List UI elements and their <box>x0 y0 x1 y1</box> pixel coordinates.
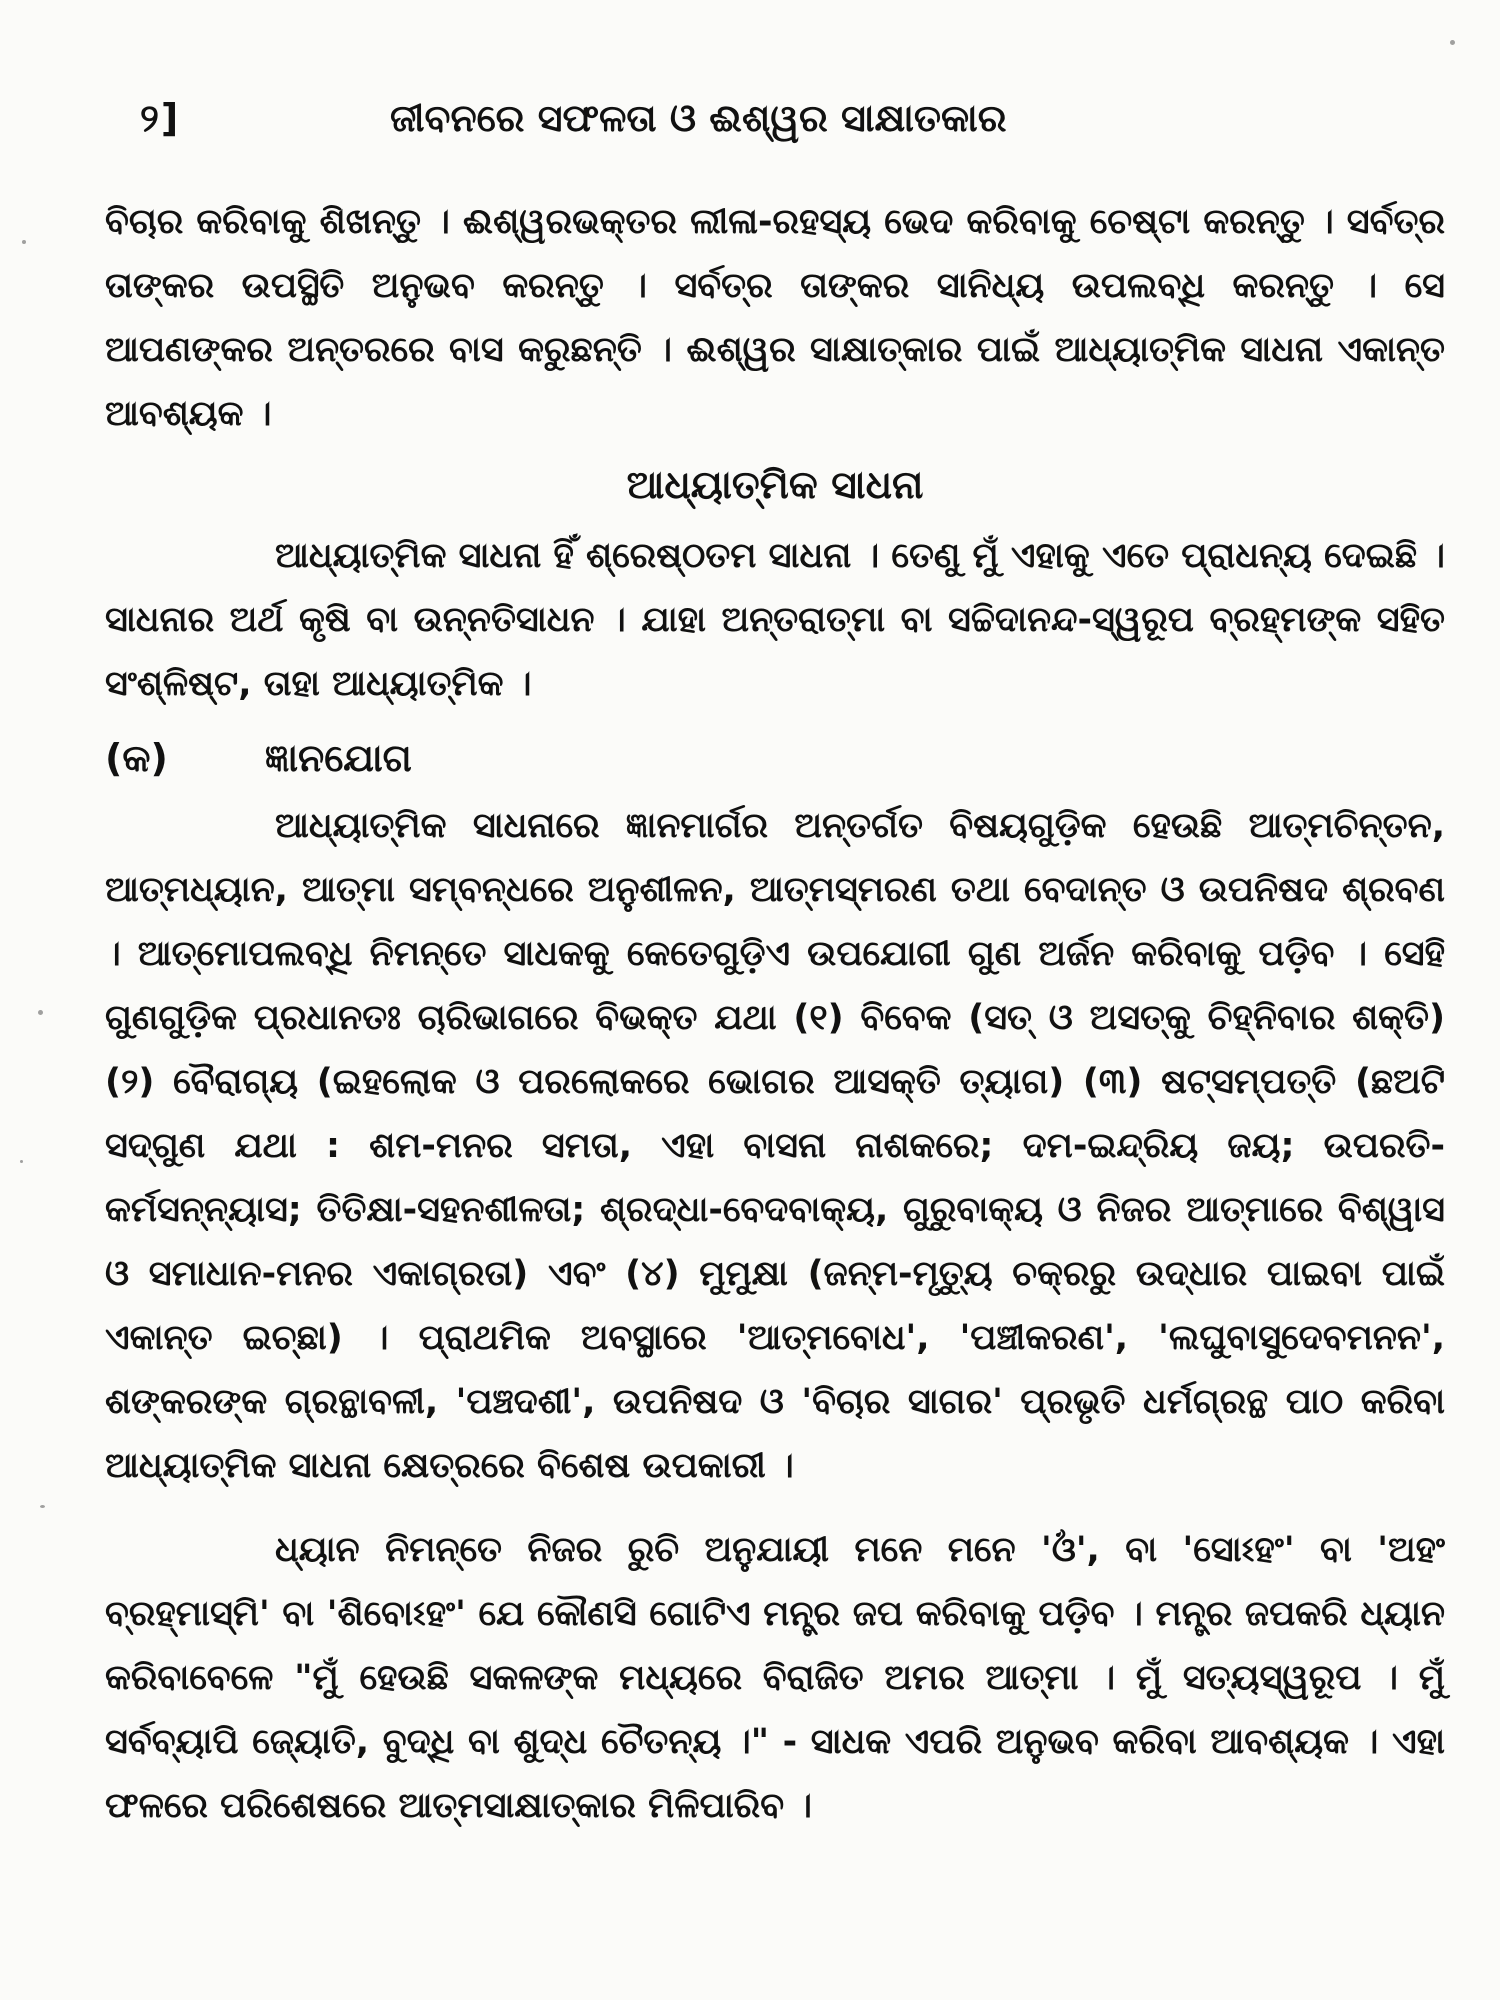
page-number: ୨] <box>140 96 181 140</box>
page-header <box>140 96 1300 156</box>
paper-speck <box>20 1160 23 1163</box>
subheading <box>105 728 1445 788</box>
jnana-paragraph: ଆଧ୍ୟାତ୍ମିକ ସାଧନାରେ ଜ୍ଞାନମାର୍ଗର ଅନ୍ତର୍ଗତ ବିଷୟଗୁଡ଼ିକ ହେଉଛି ଆତ୍ମଚିନ୍ତନ, ଆତ୍ମଧ୍ୟାନ, ଆତ୍ମା ସମ୍ବନ୍ଧରେ ଅନୁଶୀଳନ, ଆତ୍ମସ୍ମରଣ ତଥା ବେଦାନ୍ତ ଓ ଉପନିଷଦ ଶ୍ରବଣ । ଆତ୍ମୋପଲବ୍ଧି ନିମନ୍ତେ ସାଧକକୁ କେତେଗୁଡ଼ିଏ ଉପଯୋଗୀ ଗୁଣ ଅର୍ଜନ କରିବାକୁ ପଡ଼ିବ । ସେହି ଗୁଣଗୁଡ଼ିକ ପ୍ରଧାନତଃ ଚାରିଭାଗରେ ବିଭକ୍ତ ଯଥା (୧) ବିବେକ (ସତ୍ ଓ ଅସତ୍‌କୁ ଚିହ୍ନିବାର ଶକ୍ତି) (୨) ବୈରାଗ୍ୟ (ଇହଲୋକ ଓ ପରଲୋକରେ ଭୋଗର ଆସକ୍ତି ତ୍ୟାଗ) (୩) ଷଟ୍‌ସମ୍ପତ୍ତି (ଛଅଟି ସଦ୍‌ଗୁଣ ଯଥା : ଶମ-ମନର ସମତା, ଏହା ବାସନା ନାଶକରେ; ଦମ-ଇନ୍ଦ୍ରିୟ ଜୟ; ଉପରତି-କର୍ମସନ୍ନ୍ୟାସ; ତିତିକ୍ଷା-ସହନଶୀଳତା; ଶ୍ରଦ୍ଧା-ବେଦବାକ୍ୟ, ଗୁରୁବାକ୍ୟ ଓ ନିଜର ଆତ୍ମାରେ ବିଶ୍ୱାସ ଓ ସମାଧାନ-ମନର ଏକାଗ୍ରତା) ଏବଂ (୪) ମୁମୁକ୍ଷା (ଜନ୍ମ-ମୃତ୍ୟୁ ଚକ୍ରରୁ ଉଦ୍ଧାର ପାଇବା ପାଇଁ ଏକାନ୍ତ ଇଚ୍ଛା) । ପ୍ରାଥମିକ ଅବସ୍ଥାରେ 'ଆତ୍ମବୋଧ', 'ପଞ୍ଚୀକରଣ', 'ଲଘୁବାସୁଦେବମନନ', ଶଙ୍କରଙ୍କ ଗ୍ରନ୍ଥାବଳୀ, 'ପଞ୍ଚଦଶୀ', ଉପନିଷଦ ଓ 'ବିଚାର ସାଗର' ପ୍ରଭୃତି ଧର୍ମଗ୍ରନ୍ଥ ପାଠ କରିବା ଆଧ୍ୟାତ୍ମିକ ସାଧନା କ୍ଷେତ୍ରରେ ବିଶେଷ ଉପକାରୀ । <box>105 806 1445 1486</box>
paper-speck <box>38 1010 43 1015</box>
intro-paragraph: ବିଚାର କରିବାକୁ ଶିଖନ୍ତୁ । ଈଶ୍ୱରଭକ୍ତର ଲୀଳା-ରହସ୍ୟ ଭେଦ କରିବାକୁ ଚେଷ୍ଟା କରନ୍ତୁ । ସର୍ବତ୍ର ତାଙ୍କର ଉପସ୍ଥିତି ଅନୁଭବ କରନ୍ତୁ । ସର୍ବତ୍ର ତାଙ୍କର ସାନିଧ୍ୟ ଉପଲବ୍ଧି କରନ୍ତୁ । ସେ ଆପଣଙ୍କର ଅନ୍ତରରେ ବାସ କରୁଛନ୍ତି । ଈଶ୍ୱର ସାକ୍ଷାତ୍କାର ପାଇଁ ଆଧ୍ୟାତ୍ମିକ ସାଧନା ଏକାନ୍ତ ଆବଶ୍ୟକ । <box>105 202 1445 434</box>
page-content <box>105 190 1445 1838</box>
section-heading: ଆଧ୍ୟାତ୍ମିକ ସାଧନା <box>626 463 924 508</box>
paragraph-gap <box>105 1498 1445 1518</box>
paper-speck <box>40 1505 45 1508</box>
paper-speck <box>22 240 26 244</box>
meditation-paragraph: ଧ୍ୟାନ ନିମନ୍ତେ ନିଜର ରୁଚି ଅନୁଯାୟୀ ମନେ ମନେ 'ଓଁ', ବା 'ସୋଽହଂ' ବା 'ଅହଂ ବ୍ରହ୍ମାସ୍ମି' ବା 'ଶିବୋଽହଂ' ଯେ କୌଣସି ଗୋଟିଏ ମନ୍ତ୍ର ଜପ କରିବାକୁ ପଡ଼ିବ । ମନ୍ତ୍ର ଜପକରି ଧ୍ୟାନ କରିବାବେଳେ "ମୁଁ ହେଉଛି ସକଳଙ୍କ ମଧ୍ୟରେ ବିରାଜିତ ଅମର ଆତ୍ମା । ମୁଁ ସତ୍ୟସ୍ୱରୂପ । ମୁଁ ସର୍ବବ୍ୟାପି ଜ୍ୟୋତି, ବୁଦ୍ଧି ବା ଶୁଦ୍ଧ ଚୈତନ୍ୟ ।" - ସାଧକ ଏପରି ଅନୁଭବ କରିବା ଆବଶ୍ୟକ । ଏହା ଫଳରେ ପରିଶେଷରେ ଆତ୍ମସାକ୍ଷାତ୍କାର ମିଳିପାରିବ । <box>105 1530 1445 1826</box>
paper-speck <box>1450 40 1455 45</box>
subheading-marker: (କ) <box>105 736 168 780</box>
section-paragraph: ଆଧ୍ୟାତ୍ମିକ ସାଧନା ହିଁ ଶ୍ରେଷ୍ଠତମ ସାଧନା । ତେଣୁ ମୁଁ ଏହାକୁ ଏତେ ପ୍ରାଧନ୍ୟ ଦେଇଛି । ସାଧନାର ଅର୍ଥ କୃଷି ବା ଉନ୍ନତିସାଧନ । ଯାହା ଅନ୍ତରାତ୍ମା ବା ସଚ୍ଚିଦାନନ୍ଦ-ସ୍ୱରୂପ ବ୍ରହ୍ମଙ୍କ ସହିତ ସଂଶ୍ଳିଷ୍ଟ, ତାହା ଆଧ୍ୟାତ୍ମିକ । <box>105 536 1445 704</box>
running-title: ଜୀବନରେ ସଫଳତା ଓ ଈଶ୍ୱର ସାକ୍ଷାତକାର <box>390 96 1007 140</box>
subheading-title: ଜ୍ଞାନଯୋଗ <box>265 736 412 780</box>
